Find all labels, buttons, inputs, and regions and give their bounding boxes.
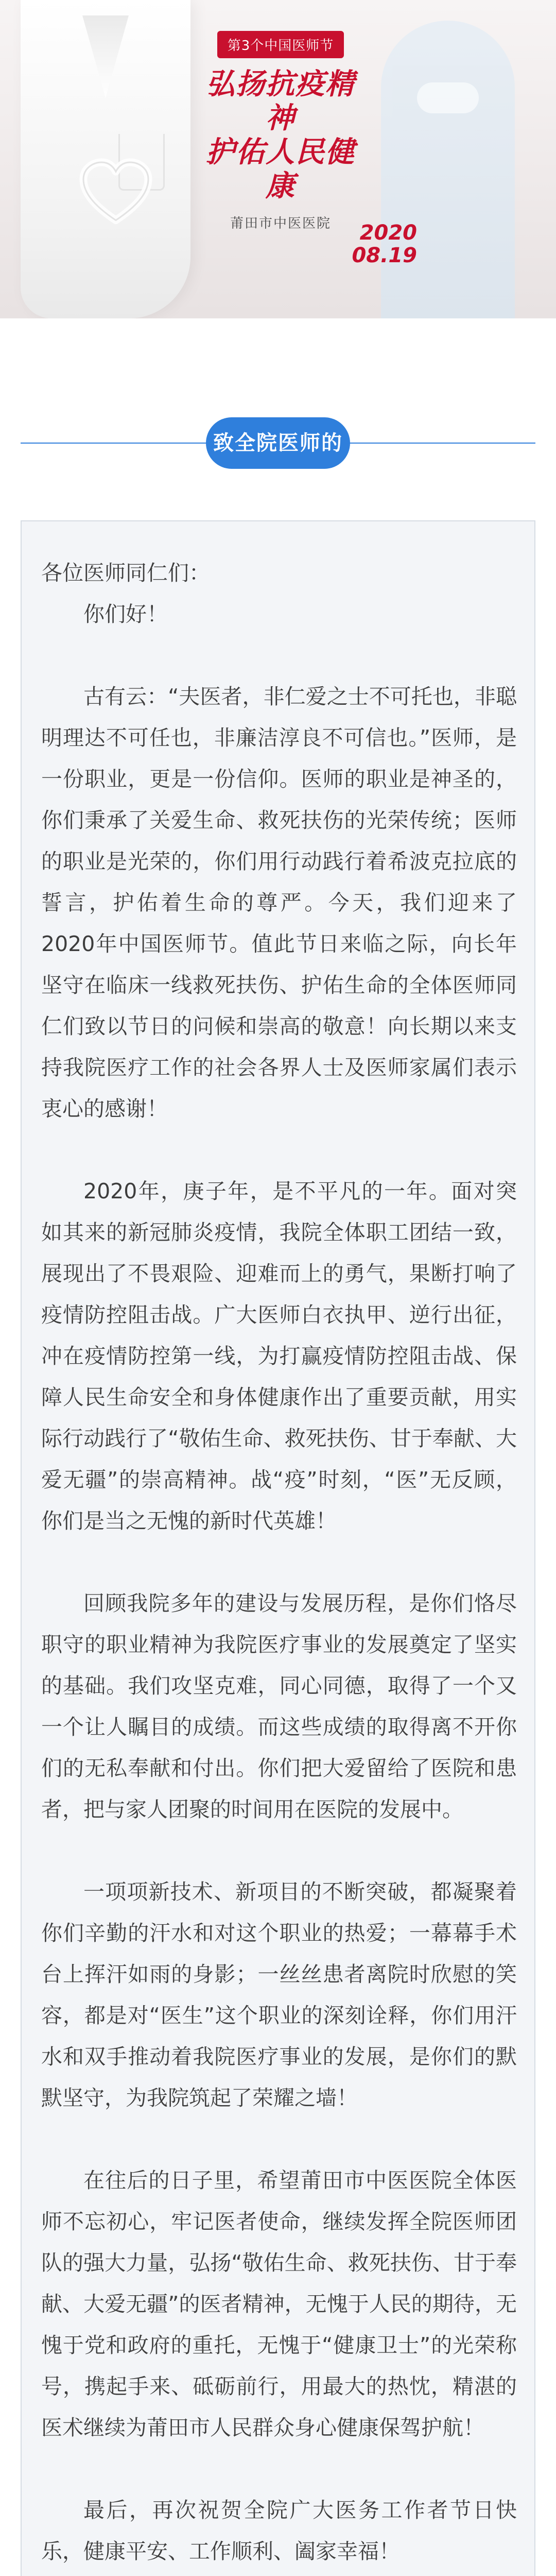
banner-slogan: [196, 67, 366, 204]
slogan-line-2: 护佑人民健康: [206, 135, 355, 203]
banner-titlebox: [196, 31, 366, 232]
face-mask: [417, 82, 479, 113]
slogan-line-1: 弘扬抗疫精神: [206, 67, 355, 135]
hero-banner: [0, 0, 556, 318]
letter-paragraph: 最后，再次祝贺全院广大医务工作者节日快乐，健康平安、工作顺利、阖家幸福！: [41, 2498, 517, 2564]
heart-hands-icon: [77, 155, 154, 232]
hospital-name: 莆田市中医医院: [230, 216, 331, 231]
letter-paragraph: 一项项新技术、新项目的不断突破，都凝聚着你们辛勤的汗水和对这个职业的热爱；一幕幕手术台上挥汗如雨的身影；一丝丝患者离院时欣慰的笑容，都是对“医生”这个职业的深刻诠释，你们用汗水和双手推动着我院医疗事业的发展，是你们的默默坚守，为我院筑起了荣耀之墙！: [41, 1879, 517, 2110]
letter-card: [21, 520, 535, 2576]
letter-paragraph: 在往后的日子里，希望莆田市中医医院全体医师不忘初心，牢记医者使命，继续发挥全院医师团队的强大力量，弘扬“敬佑生命、救死扶伤、甘于奉献、大爱无疆”的医者精神，无愧于人民的期待，无愧于党和政府的重托，无愧于“健康卫士”的光荣称号，携起手来、砥砺前行，用最大的热忱，精湛的医术继续为莆田市人民群众身心健康保驾护航！: [41, 2168, 517, 2440]
letter-paragraph: 回顾我院多年的建设与发展历程，是你们恪尽职守的职业精神为我院医疗事业的发展奠定了坚实的基础。我们攻坚克难，同心同德，取得了一个又一个让人瞩目的成绩。而这些成绩的取得离不开你们的无私奉献和付出。你们把大爱留给了医院和患者，把与家人团聚的时间用在医院的发展中。: [41, 1591, 517, 1822]
festival-badge: 第3个中国医师节: [217, 31, 344, 58]
banner-date-year: 2020: [359, 221, 417, 245]
section-header: [0, 412, 556, 506]
coat-collar: [82, 15, 129, 98]
doctor-figure-right: [381, 21, 515, 318]
divider-left: [21, 443, 216, 444]
divider-right: [340, 443, 535, 444]
letter-hello: 你们好！: [83, 602, 168, 626]
letter-paragraph: 2020年，庚子年，是不平凡的一年。面对突如其来的新冠肺炎疫情，我院全体职工团结一致，展现出了不畏艰险、迎难而上的勇气，果断打响了疫情防控阻击战。广大医师白衣执甲、逆行出征，冲在疫情防控第一线，为打赢疫情防控阻击战、保障人民生命安全和身体健康作出了重要贡献，用实际行动践行了“敬佑生命、救死扶伤、甘于奉献、大爱无疆”的崇高精神。战“疫”时刻，“医”无反顾，你们是当之无愧的新时代英雄！: [41, 1179, 517, 1533]
letter-paragraph: 古有云：“夫医者，非仁爱之士不可托也，非聪明理达不可任也，非廉洁淳良不可信也。”医师，是一份职业，更是一份信仰。医师的职业是神圣的，你们秉承了关爱生命、救死扶伤的光荣传统；医师的职业是光荣的，你们用行动践行着希波克拉底的誓言，护佑着生命的尊严。今天，我们迎来了2020年中国医师节。值此节日来临之际，向长年坚守在临床一线救死扶伤、护佑生命的全体医师同仁们致以节日的问候和崇高的敬意！向长期以来支持我院医疗工作的社会各界人士及医师家属们表示衷心的感谢！: [41, 684, 517, 1121]
section-title: 致全院医师的一封信: [213, 431, 343, 506]
banner-date-md: 08.19: [352, 244, 417, 267]
banner-date: [329, 222, 417, 267]
letter-body: [41, 552, 517, 2576]
section-title-pill: [213, 417, 343, 506]
letter-salutation: 各位医师同仁们：: [41, 561, 210, 585]
